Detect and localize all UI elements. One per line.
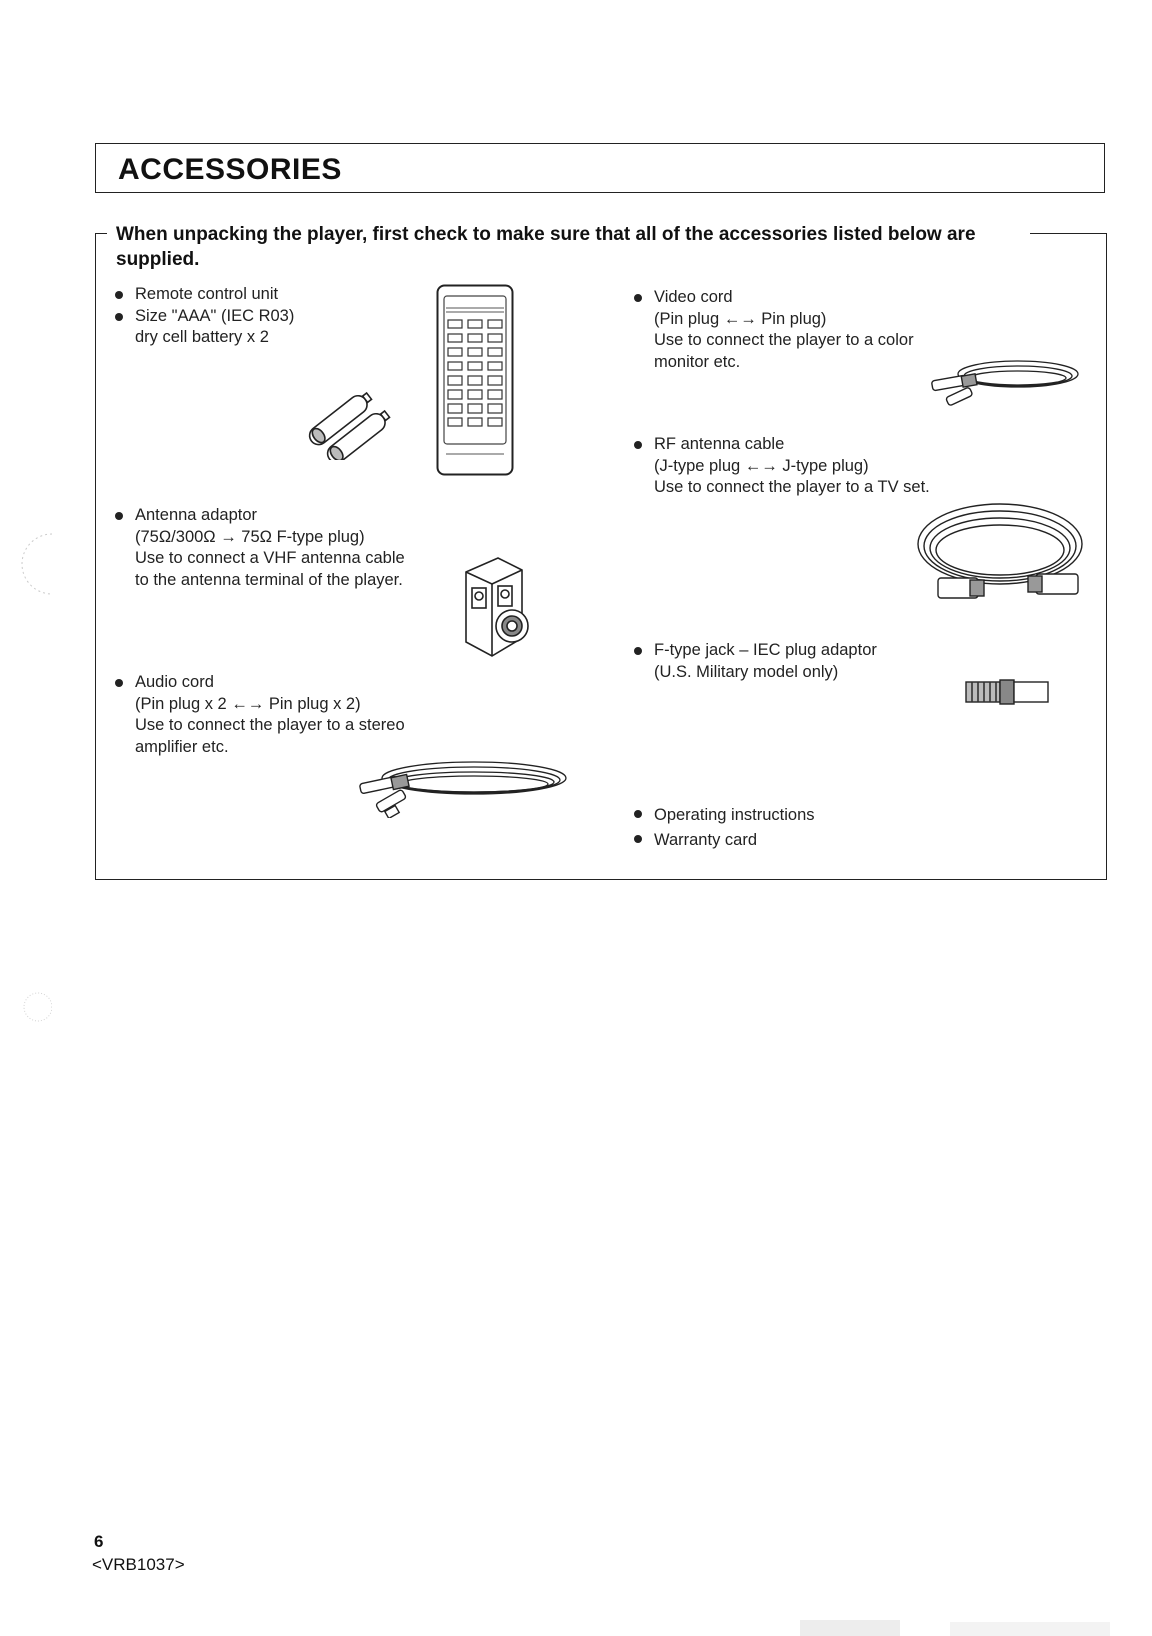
box-top-rule-right	[1030, 233, 1107, 234]
operating-instructions-item: Operating instructions	[634, 803, 974, 828]
video-cord-line: Use to connect the player to a color	[654, 331, 914, 349]
section-title: ACCESSORIES	[118, 153, 342, 186]
rf-cable-name: RF antenna cable	[634, 434, 974, 456]
antenna-adaptor-name: Antenna adaptor	[115, 505, 435, 527]
warranty-card-item: Warranty card	[634, 828, 974, 853]
ftype-adaptor-line: (U.S. Military model only)	[654, 662, 839, 681]
rf-cable-line: Use to connect the player to a TV set.	[654, 478, 930, 496]
ftype-adaptor-item	[634, 640, 974, 683]
audio-cord-line: amplifier etc.	[135, 737, 229, 756]
battery-detail: dry cell battery x 2	[135, 328, 269, 346]
battery-item: Size "AAA" (IEC R03)	[115, 306, 415, 328]
rf-cable-item	[634, 434, 974, 499]
video-cord-line: monitor etc.	[654, 352, 741, 371]
antenna-adaptor-line: Use to connect a VHF antenna cable	[135, 549, 405, 567]
documents-item	[634, 803, 974, 853]
video-cord-item	[634, 287, 944, 373]
antenna-adaptor-item	[115, 505, 435, 591]
antenna-adaptor-line: to the antenna terminal of the player.	[135, 570, 403, 589]
antenna-adaptor-illustration	[458, 552, 540, 660]
audio-cord-name: Audio cord	[115, 672, 435, 694]
video-cord-line: (Pin plug ←→ Pin plug)	[654, 309, 827, 328]
ftype-adaptor-illustration	[964, 678, 1052, 706]
audio-cord-illustration	[356, 756, 570, 818]
remote-control-illustration	[436, 284, 514, 476]
ftype-adaptor-name: F-type jack – IEC plug adaptor	[634, 640, 974, 662]
page-number: 6	[94, 1532, 104, 1551]
antenna-adaptor-line: (75Ω/300Ω → 75Ω F-type plug)	[135, 527, 365, 546]
audio-cord-item	[115, 672, 435, 758]
box-top-rule-left	[95, 233, 107, 234]
scan-noise	[950, 1622, 1110, 1636]
remote-item	[115, 284, 415, 349]
rf-cable-illustration	[910, 500, 1086, 606]
section-title-box	[95, 143, 1105, 193]
scan-hole-mark	[18, 985, 52, 1029]
document-code: <VRB1037>	[92, 1555, 185, 1574]
video-cord-name: Video cord	[634, 287, 944, 309]
scan-hole-mark	[16, 530, 60, 600]
batteries-illustration	[298, 390, 403, 460]
rf-cable-line: (J-type plug ←→ J-type plug)	[654, 456, 869, 475]
remote-control-item: Remote control unit	[115, 284, 415, 306]
audio-cord-line: (Pin plug x 2 ←→ Pin plug x 2)	[135, 694, 361, 713]
scan-noise	[800, 1620, 900, 1636]
video-cord-illustration	[928, 356, 1084, 410]
audio-cord-line: Use to connect the player to a stereo	[135, 716, 405, 734]
intro-text: When unpacking the player, first check to make sure that all of the accessories listed below are supplied.	[116, 224, 976, 270]
